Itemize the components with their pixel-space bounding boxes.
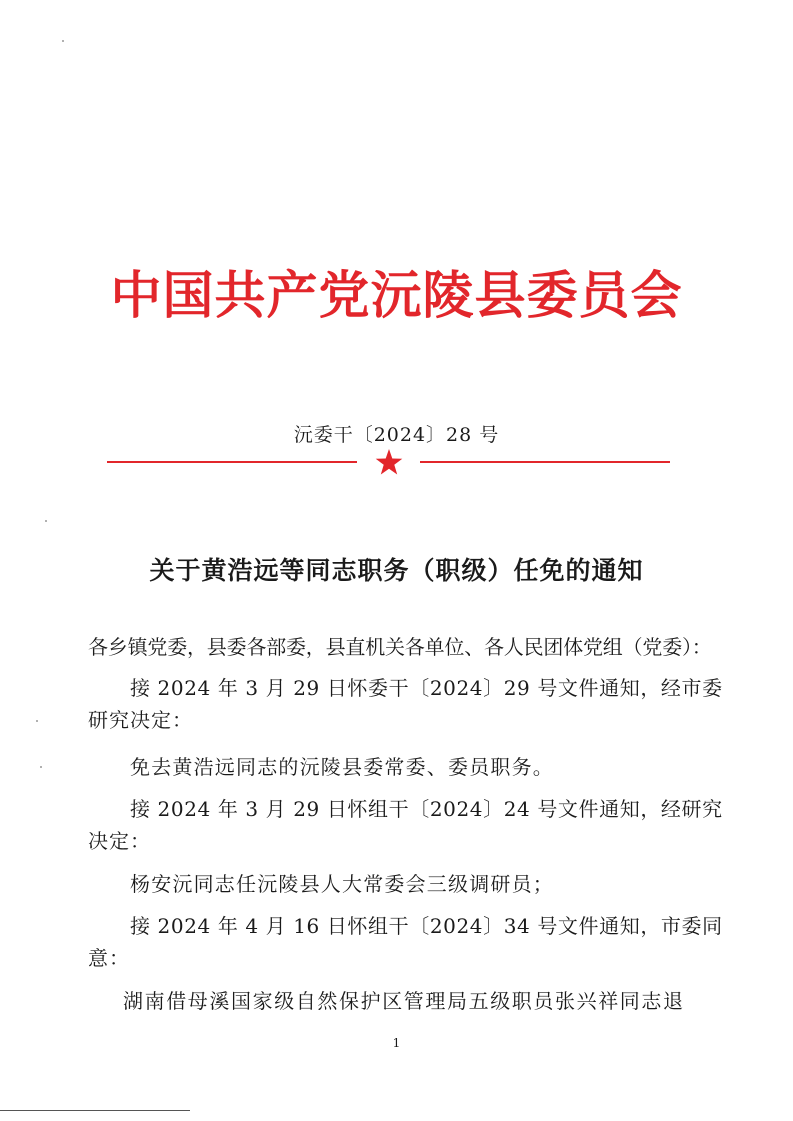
paragraph-5-line-1: 接 2024 年 4 月 16 日怀组干〔2024〕34 号文件通知，市委同 (130, 914, 723, 938)
scan-speck (40, 766, 42, 768)
scan-speck (62, 40, 64, 42)
red-divider (107, 449, 670, 475)
paragraph-3-line-1: 接 2024 年 3 月 29 日怀组干〔2024〕24 号文件通知，经研究 (130, 797, 723, 821)
page-number: 1 (392, 1036, 401, 1050)
paragraph-1-line-2: 研究决定： (88, 708, 193, 732)
divider-rule-right (420, 461, 670, 463)
scan-speck (36, 720, 38, 722)
star-icon (375, 449, 403, 475)
divider-rule-left (107, 461, 357, 463)
salutation: 各乡镇党委，县委各部委，县直机关各单位、各人民团体党组（党委）： (88, 635, 712, 659)
scan-edge-line (0, 1110, 190, 1111)
paragraph-5-line-2: 意： (88, 946, 130, 970)
paragraph-6: 湖南借母溪国家级自然保护区管理局五级职员张兴祥同志退 (123, 989, 685, 1013)
paragraph-4: 杨安沅同志任沅陵县人大常委会三级调研员； (130, 872, 554, 896)
paragraph-2: 免去黄浩远同志的沅陵县委常委、委员职务。 (130, 755, 554, 779)
document-number: 沅委干〔2024〕28 号 (293, 424, 500, 446)
paragraph-3-line-2: 决定： (88, 829, 151, 853)
paragraph-1-line-1: 接 2024 年 3 月 29 日怀委干〔2024〕29 号文件通知，经市委 (130, 676, 723, 700)
scan-speck (45, 520, 47, 522)
issuing-organization-header: 中国共产党沅陵县委员会 (110, 267, 683, 326)
document-title: 关于黄浩远等同志职务（职级）任免的通知 (149, 556, 644, 585)
